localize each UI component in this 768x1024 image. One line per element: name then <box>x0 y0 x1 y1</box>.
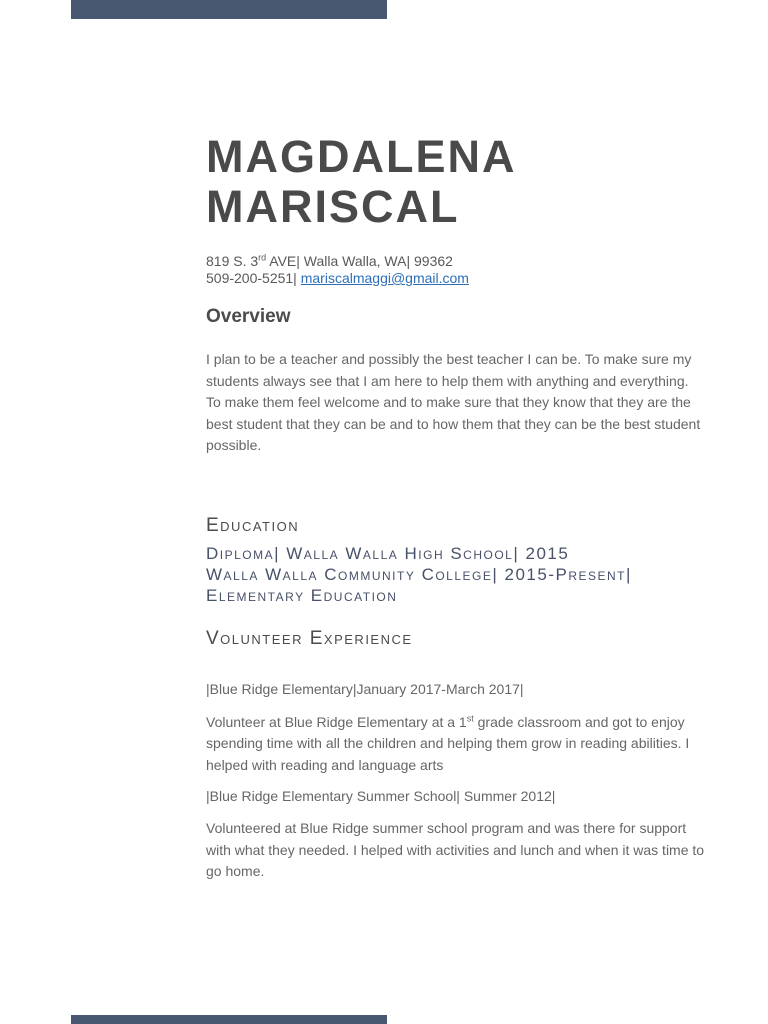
education-line-college: Walla Walla Community College| 2015-Present| <box>206 564 632 584</box>
volunteer-entry-1-desc-end: grade classroom and got to enjoy spending time with all the children and helping them grow in reading abilities. I helped with reading and language arts <box>206 713 690 773</box>
phone-email-line <box>206 270 706 287</box>
volunteer-entry-1-superscript: st <box>466 712 474 723</box>
address-line <box>206 253 706 270</box>
education-line-major: Elementary Education <box>206 585 398 605</box>
contact-block <box>206 253 706 287</box>
email-link[interactable]: mariscalmaggi@gmail.com <box>300 270 469 286</box>
volunteer-entry-2-title: |Blue Ridge Elementary Summer School| Summer 2012| <box>206 788 556 805</box>
volunteer-entry-2-description: Volunteered at Blue Ridge summer school program and was there for support with what they needed. I helped with activities and lunch and when it was time to go home. <box>206 819 705 880</box>
name-line-1: MAGDALENA <box>206 131 517 182</box>
top-accent-bar <box>71 0 387 19</box>
education-line-diploma: Diploma| Walla Walla High School| 2015 <box>206 543 570 563</box>
name-line-2: MARISCAL <box>206 181 460 232</box>
address-superscript: rd <box>258 252 267 263</box>
overview-text: I plan to be a teacher and possibly the best teacher I can be. To make sure my students always see that I am here to help them with anything and everything. To make them feel welcome and to make sure that they know that they are the best student that they can be and to how them that they can be the best student possible. <box>206 351 701 454</box>
volunteer-heading: Volunteer Experience <box>206 627 413 649</box>
resume-content <box>206 126 706 883</box>
education-heading: Education <box>206 514 300 536</box>
address-suffix: AVE| Walla Walla, WA| 99362 <box>266 253 453 269</box>
overview-heading: Overview <box>206 306 291 327</box>
address-prefix: 819 S. 3 <box>206 253 259 269</box>
volunteer-entry-1-desc-start: Volunteer at Blue Ridge Elementary at a 1 <box>206 713 467 730</box>
volunteer-entry-1-title: |Blue Ridge Elementary|January 2017-March 2017| <box>206 680 524 697</box>
bottom-accent-bar <box>71 1015 387 1024</box>
volunteer-entry-1-description <box>206 712 706 777</box>
phone-number: 509-200-5251| <box>206 270 301 286</box>
candidate-name <box>206 132 706 232</box>
